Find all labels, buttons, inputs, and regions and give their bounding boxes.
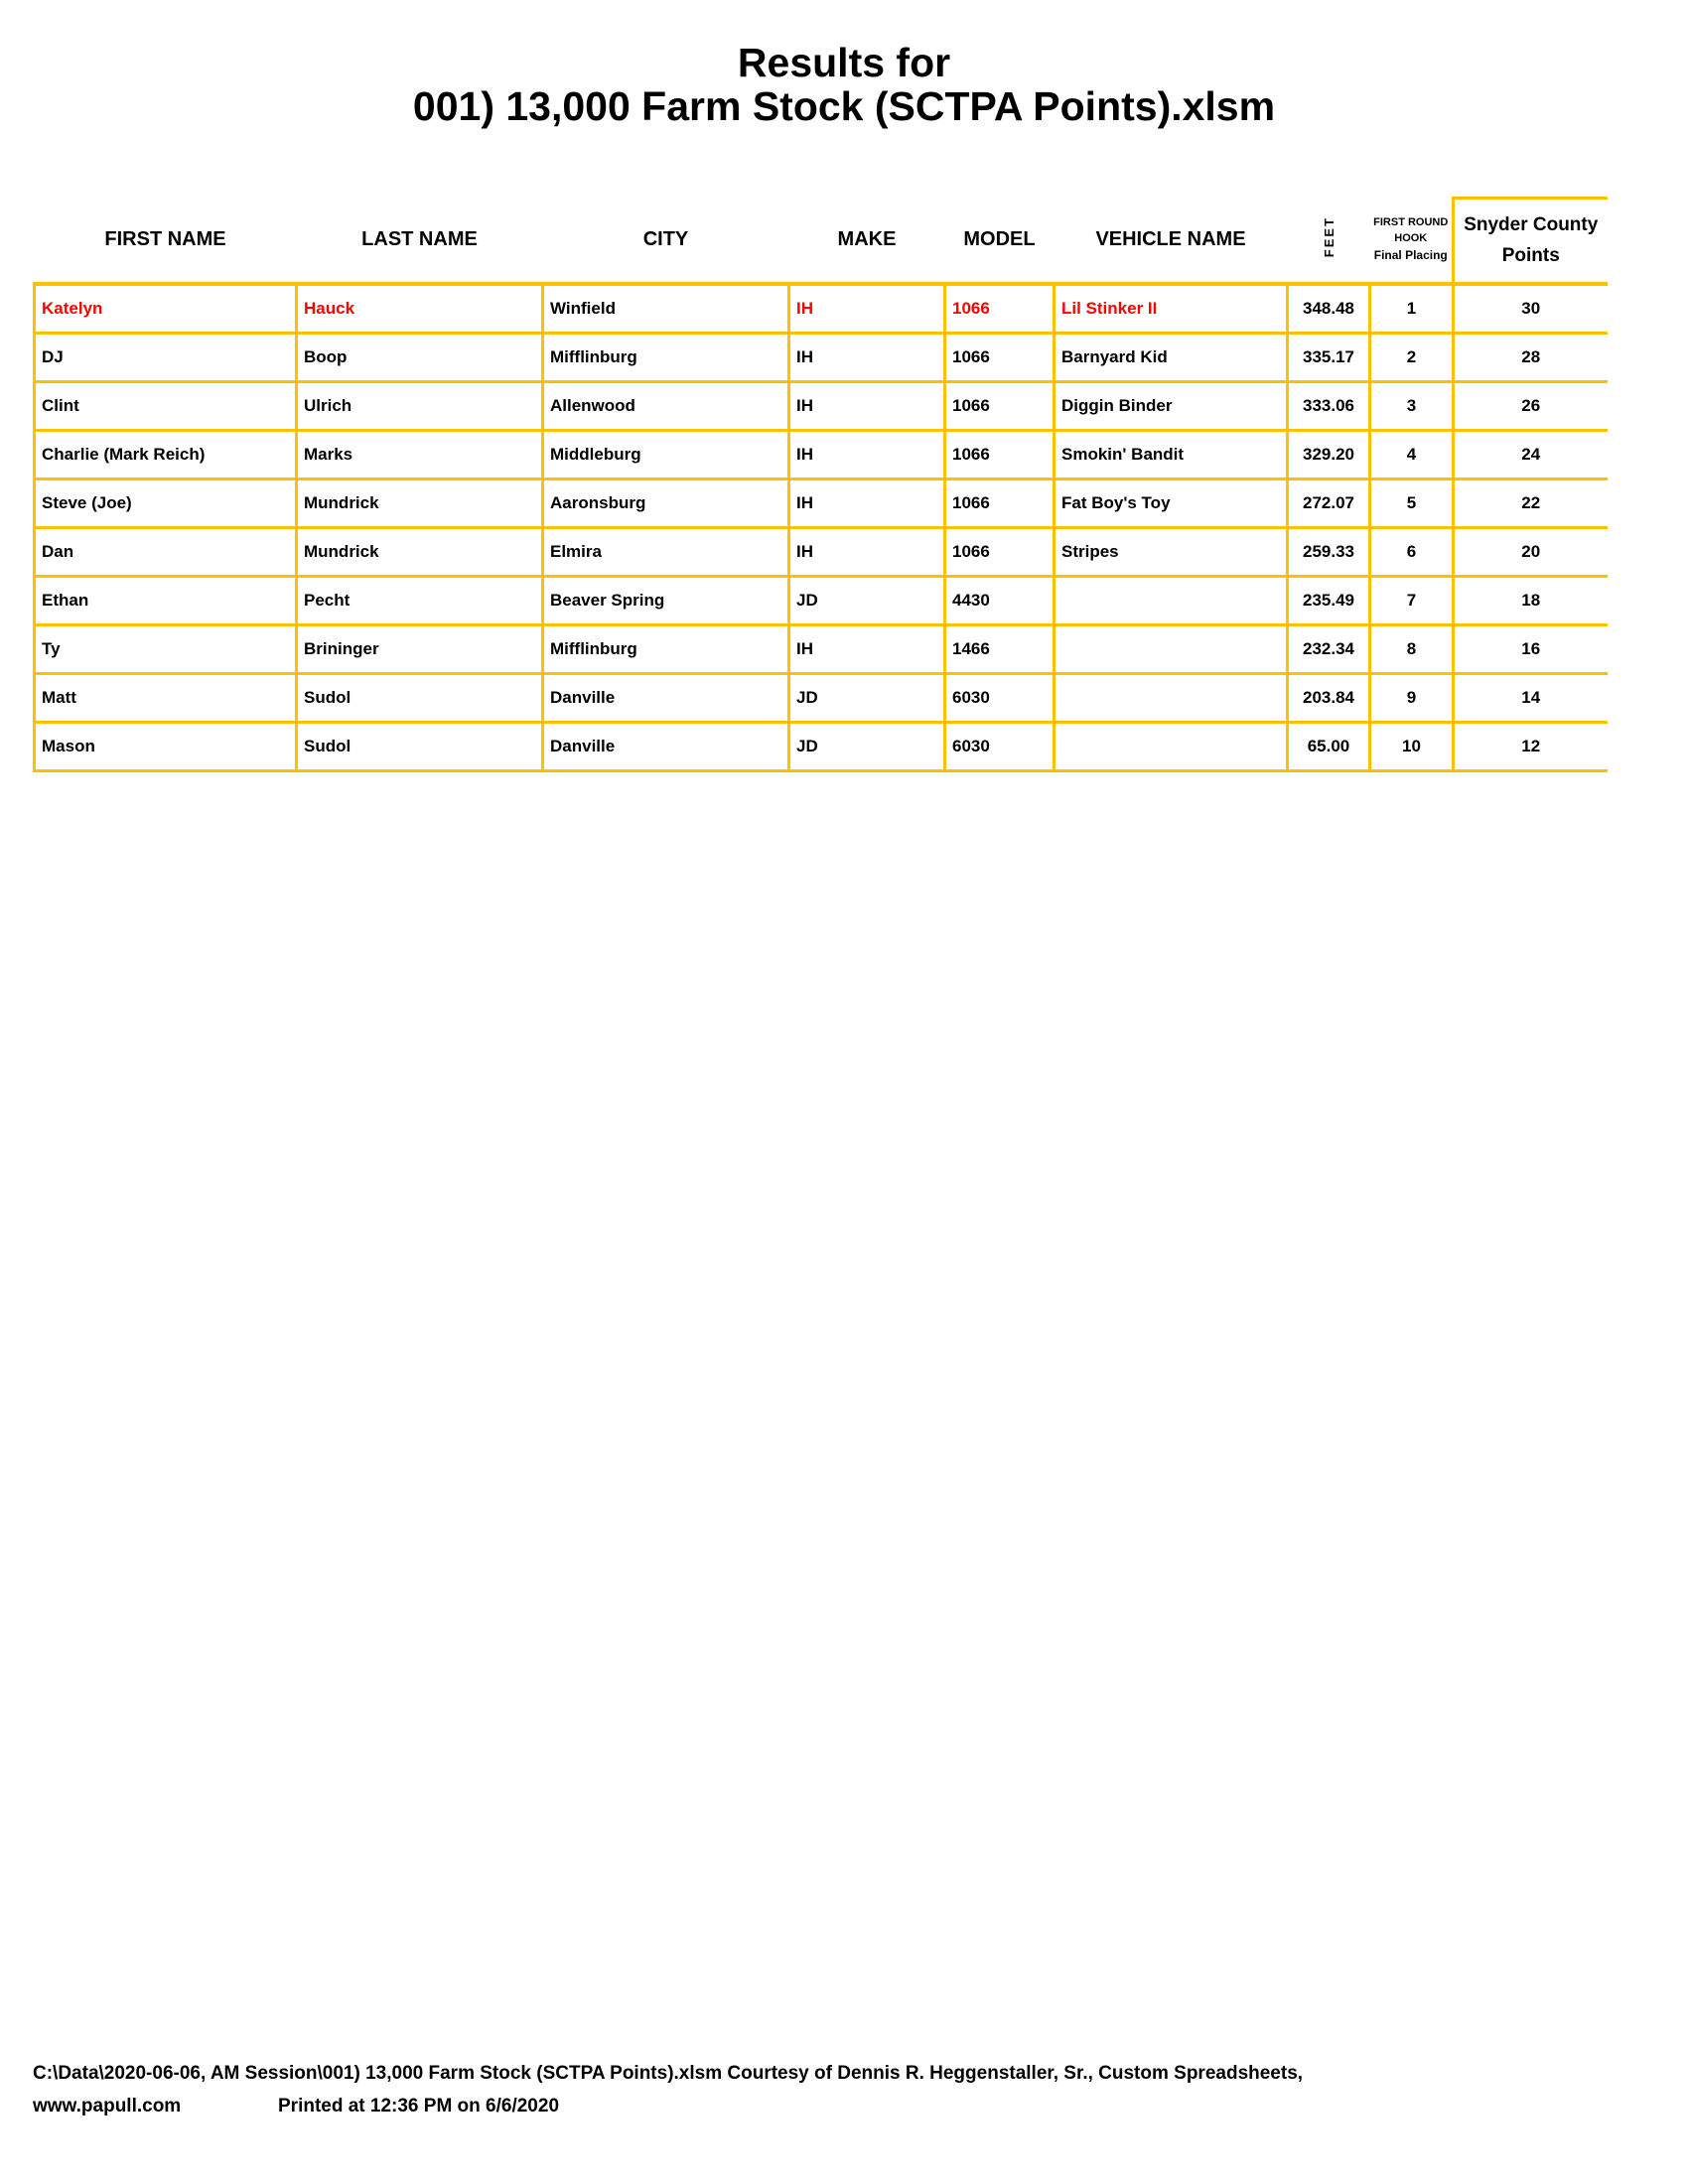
cell-final-placing: 8 xyxy=(1370,625,1454,674)
table-row xyxy=(35,528,1608,577)
cell-vehicle-name xyxy=(1055,674,1288,723)
cell-first-name: Katelyn xyxy=(35,284,297,334)
cell-last-name: Mundrick xyxy=(297,528,543,577)
cell-last-name: Sudol xyxy=(297,674,543,723)
cell-model: 6030 xyxy=(945,723,1055,771)
cell-model: 4430 xyxy=(945,577,1055,625)
cell-make: IH xyxy=(789,479,945,528)
cell-feet: 235.49 xyxy=(1288,577,1370,625)
cell-make: JD xyxy=(789,577,945,625)
cell-city: Aaronsburg xyxy=(543,479,789,528)
cell-city: Danville xyxy=(543,723,789,771)
cell-feet: 203.84 xyxy=(1288,674,1370,723)
cell-feet: 232.34 xyxy=(1288,625,1370,674)
col-header-make: MAKE xyxy=(837,228,897,251)
hook-label-line2: HOOK xyxy=(1394,232,1428,245)
cell-city: Mifflinburg xyxy=(543,625,789,674)
cell-final-placing: 4 xyxy=(1370,431,1454,479)
cell-vehicle-name: Fat Boy's Toy xyxy=(1055,479,1288,528)
points-label-line2: Points xyxy=(1501,244,1560,266)
cell-vehicle-name: Smokin' Bandit xyxy=(1055,431,1288,479)
cell-city: Beaver Spring xyxy=(543,577,789,625)
table-row xyxy=(35,334,1608,382)
cell-feet: 272.07 xyxy=(1288,479,1370,528)
col-header-model: MODEL xyxy=(963,228,1036,251)
cell-vehicle-name xyxy=(1055,577,1288,625)
header-row xyxy=(35,199,1608,285)
footer-website: www.papull.com xyxy=(33,2096,182,2116)
cell-feet: 329.20 xyxy=(1288,431,1370,479)
cell-city: Allenwood xyxy=(543,382,789,431)
cell-last-name: Hauck xyxy=(297,284,543,334)
cell-final-placing: 6 xyxy=(1370,528,1454,577)
cell-feet: 259.33 xyxy=(1288,528,1370,577)
page-footer xyxy=(33,2063,1303,2117)
page-subtitle-filename: 001) 13,000 Farm Stock (SCTPA Points).xlsm xyxy=(412,83,1276,129)
results-table xyxy=(33,197,1608,772)
cell-points: 18 xyxy=(1454,577,1608,625)
cell-final-placing: 1 xyxy=(1370,284,1454,334)
cell-last-name: Marks xyxy=(297,431,543,479)
cell-vehicle-name xyxy=(1055,625,1288,674)
cell-first-name: Matt xyxy=(35,674,297,723)
cell-city: Danville xyxy=(543,674,789,723)
cell-model: 1066 xyxy=(945,528,1055,577)
cell-vehicle-name: Stripes xyxy=(1055,528,1288,577)
cell-city: Elmira xyxy=(543,528,789,577)
cell-model: 6030 xyxy=(945,674,1055,723)
cell-model: 1466 xyxy=(945,625,1055,674)
cell-make: JD xyxy=(789,723,945,771)
table-row xyxy=(35,625,1608,674)
cell-first-name: Ty xyxy=(35,625,297,674)
cell-make: IH xyxy=(789,528,945,577)
cell-final-placing: 2 xyxy=(1370,334,1454,382)
cell-make: IH xyxy=(789,625,945,674)
table-row xyxy=(35,431,1608,479)
table-row xyxy=(35,674,1608,723)
hook-label-line1: FIRST ROUND xyxy=(1373,216,1449,229)
cell-last-name: Brininger xyxy=(297,625,543,674)
cell-points: 30 xyxy=(1454,284,1608,334)
col-header-vehicle-name: VEHICLE NAME xyxy=(1095,228,1246,251)
table-row xyxy=(35,382,1608,431)
cell-model: 1066 xyxy=(945,334,1055,382)
cell-points: 12 xyxy=(1454,723,1608,771)
cell-first-name: DJ xyxy=(35,334,297,382)
table-row xyxy=(35,723,1608,771)
cell-city: Middleburg xyxy=(543,431,789,479)
cell-feet: 335.17 xyxy=(1288,334,1370,382)
cell-last-name: Boop xyxy=(297,334,543,382)
col-header-feet xyxy=(1288,199,1370,285)
col-header-last-name: LAST NAME xyxy=(361,228,478,251)
footer-path-line: C:\Data\2020-06-06, AM Session\001) 13,000 Farm Stock (SCTPA Points).xlsm Courtesy of Dennis R. Heggenstaller, Sr., Custom Spreadsheets, xyxy=(33,2063,1304,2084)
cell-make: IH xyxy=(789,431,945,479)
footer-printed-line xyxy=(33,2096,1303,2117)
cell-points: 28 xyxy=(1454,334,1608,382)
col-header-snyder-county-points xyxy=(1454,199,1608,285)
table-row xyxy=(35,479,1608,528)
col-header-first-name: FIRST NAME xyxy=(104,228,226,251)
cell-points: 16 xyxy=(1454,625,1608,674)
cell-final-placing: 9 xyxy=(1370,674,1454,723)
cell-city: Mifflinburg xyxy=(543,334,789,382)
feet-vertical-label: FEET xyxy=(1321,216,1336,258)
cell-first-name: Clint xyxy=(35,382,297,431)
footer-printed-at: Printed at 12:36 PM on 6/6/2020 xyxy=(278,2096,560,2116)
cell-vehicle-name: Lil Stinker II xyxy=(1055,284,1288,334)
cell-last-name: Mundrick xyxy=(297,479,543,528)
final-placing-label: Final Placing xyxy=(1373,247,1448,262)
cell-vehicle-name: Diggin Binder xyxy=(1055,382,1288,431)
cell-feet: 333.06 xyxy=(1288,382,1370,431)
cell-last-name: Pecht xyxy=(297,577,543,625)
cell-city: Winfield xyxy=(543,284,789,334)
cell-points: 26 xyxy=(1454,382,1608,431)
col-header-city: CITY xyxy=(642,228,689,251)
cell-last-name: Sudol xyxy=(297,723,543,771)
cell-points: 22 xyxy=(1454,479,1608,528)
cell-first-name: Ethan xyxy=(35,577,297,625)
table-row xyxy=(35,284,1608,334)
cell-feet: 65.00 xyxy=(1288,723,1370,771)
cell-first-name: Charlie (Mark Reich) xyxy=(35,431,297,479)
col-header-first-round-hook xyxy=(1370,199,1454,285)
cell-points: 24 xyxy=(1454,431,1608,479)
cell-final-placing: 5 xyxy=(1370,479,1454,528)
cell-points: 14 xyxy=(1454,674,1608,723)
cell-model: 1066 xyxy=(945,431,1055,479)
cell-feet: 348.48 xyxy=(1288,284,1370,334)
cell-final-placing: 10 xyxy=(1370,723,1454,771)
cell-make: IH xyxy=(789,382,945,431)
cell-last-name: Ulrich xyxy=(297,382,543,431)
cell-model: 1066 xyxy=(945,382,1055,431)
cell-model: 1066 xyxy=(945,479,1055,528)
cell-first-name: Mason xyxy=(35,723,297,771)
cell-final-placing: 3 xyxy=(1370,382,1454,431)
table-row xyxy=(35,577,1608,625)
cell-points: 20 xyxy=(1454,528,1608,577)
cell-vehicle-name xyxy=(1055,723,1288,771)
page-title: Results for xyxy=(737,40,951,85)
cell-first-name: Steve (Joe) xyxy=(35,479,297,528)
cell-vehicle-name: Barnyard Kid xyxy=(1055,334,1288,382)
points-label-line1: Snyder County xyxy=(1464,214,1599,236)
cell-final-placing: 7 xyxy=(1370,577,1454,625)
cell-first-name: Dan xyxy=(35,528,297,577)
cell-model: 1066 xyxy=(945,284,1055,334)
cell-make: IH xyxy=(789,334,945,382)
cell-make: IH xyxy=(789,284,945,334)
cell-make: JD xyxy=(789,674,945,723)
